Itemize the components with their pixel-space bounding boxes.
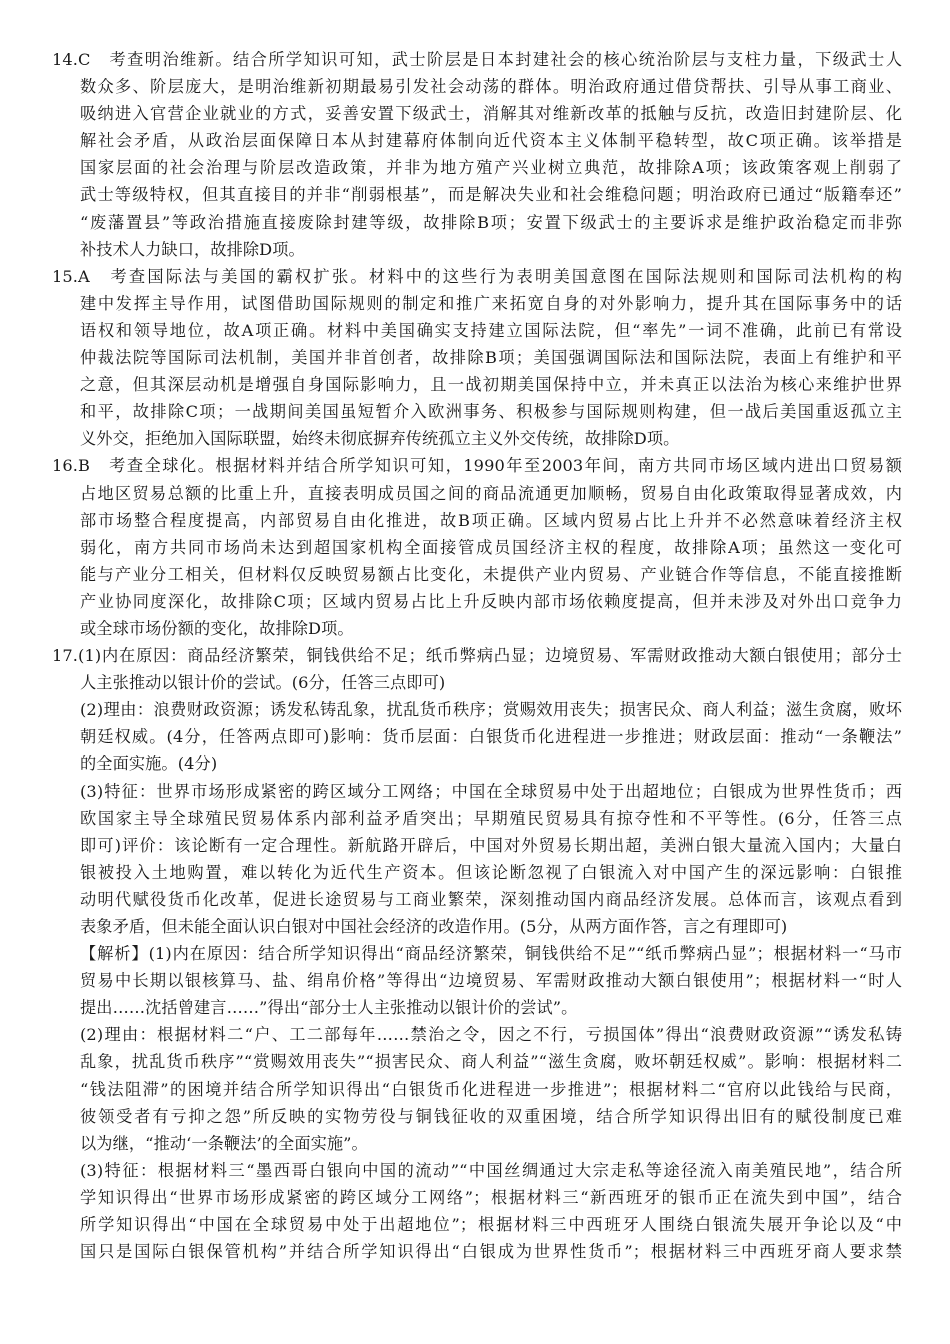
text-line: 17.(1)内在原因：商品经济繁荣，铜钱供给不足；纸币弊病凸显；边境贸易、军需财政推动大额白银使用；部分士	[52, 646, 902, 666]
text-line: 学知识得出“世界市场形成紧密的跨区域分工网络”；根据材料三“新西班牙的银币正在流失到中国”，结合	[80, 1187, 902, 1207]
text-line: 以为继，“推动‘一条鞭法’的全面实施”。	[80, 1133, 368, 1153]
text-line: 建中发挥主导作用，试图借助国际规则的制定和推广来拓宽自身的对外影响力，提升其在国际事务中的话	[80, 293, 902, 313]
text-line: 或全球市场份额的变化，故排除D项。	[80, 618, 354, 638]
text-line: 乱象，扰乱货币秩序”“赏赐效用丧失”“损害民众、商人利益”“滋生贪腐，败坏朝廷权威”。影响：根据材料二	[80, 1052, 902, 1072]
text-line: 银被投入土地购置，难以转化为近代生产资本。但该论断忽视了白银流入对中国产生的深远影响：白银推	[80, 862, 902, 882]
text-line: 即可)评价：该论断有一定合理性。新航路开辟后，中国对外贸易长期出超，美洲白银大量流入国内；大量白	[80, 835, 902, 855]
text-line: 产业协同度深化，故排除C项；区域内贸易占比上升反映内部市场依赖度提高，但并未涉及对外出口竞争力	[80, 591, 902, 611]
answer-15	[0, 263, 950, 453]
text-line: 所学知识得出“中国在全球贸易中处于出超地位”；根据材料三中西班牙人围绕白银流失展开争论以及“中	[80, 1215, 902, 1235]
text-line: (2)理由：浪费财政资源；诱发私铸乱象，扰乱货币秩序；赏赐效用丧失；损害民众、商人利益；滋生贪腐，败坏	[80, 700, 902, 720]
analysis-17	[0, 940, 950, 1265]
answer-page	[0, 46, 950, 1265]
text-line: 欧国家主导全球殖民贸易体系内部利益矛盾突出；早期殖民贸易具有掠夺性和不平等性。(6分，任答三点	[80, 808, 902, 828]
text-line: 提出……沈括曾建言……”得出“部分士人主张推动以银计价的尝试”。	[80, 998, 578, 1018]
text-line: 武士等级特权，但其直接目的并非“削弱根基”，而是解决失业和社会维稳问题；明治政府已通过“版籍奉还”	[80, 185, 902, 205]
text-line: 国家层面的社会治理与阶层改造政策，并非为地方殖产兴业树立典范，故排除A项；该政策客观上削弱了	[80, 158, 902, 178]
text-line: 补技术人力缺口，故排除D项。	[80, 239, 305, 259]
text-line: 动明代赋役货币化改革，促进长途贸易与工商业繁荣，深刻推动国内商品经济发展。总体而言，该观点看到	[80, 889, 902, 909]
text-line: 的全面实施。(4分)	[80, 754, 218, 774]
text-line: 吸纳进入官营企业就业的方式，妥善安置下级武士，消解其对维新改革的抵触与反抗，改造旧封建阶层、化	[80, 104, 902, 124]
text-line: 和平，故排除C项；一战期间美国虽短暂介入欧洲事务、积极参与国际规则构建，但一战后美国重返孤立主	[80, 402, 902, 422]
text-line: 14.C 考查明治维新。结合所学知识可知，武士阶层是日本封建社会的核心统治阶层与支柱力量，下级武士人	[52, 50, 902, 69]
text-line: “废藩置县”等政治措施直接废除封建等级，故排除B项；安置下级武士的主要诉求是维护政治稳定而非弥	[80, 212, 902, 232]
text-line: 仲裁法院等国际司法机制，美国并非首创者，故排除B项；美国强调国际法和国际法院，表面上有维护和平	[80, 348, 902, 368]
answer-17	[0, 642, 950, 940]
text-line: 之意，但其深层动机是增强自身国际影响力，且一战初期美国保持中立，并未真正以法治为核心来维护世界	[80, 375, 902, 395]
answer-16	[0, 452, 950, 642]
text-line: 义外交，拒绝加入国际联盟，始终未彻底摒弃传统孤立主义外交传统，故排除D项。	[80, 429, 680, 449]
text-line: 表象矛盾，但未能全面认识白银对中国社会经济的改造作用。(5分，从两方面作答，言之有理即可)	[80, 917, 788, 936]
text-line: 国只是国际白银保管机构”并结合所学知识得出“白银成为世界性货币”；根据材料三中西班牙商人要求禁	[80, 1242, 902, 1262]
text-line: (2)理由：根据材料二“户、工二部每年……禁治之令，因之不行，亏损国体”得出“浪费财政资源”“诱发私铸	[80, 1025, 902, 1045]
text-line: 语权和领导地位，故A项正确。材料中美国确实支持建立国际法院，但“率先”一词不准确，此前已有常设	[80, 320, 902, 340]
text-line: “钱法阻滞”的困境并结合所学知识得出“白银货币化进程进一步推进”；根据材料二“官府以此钱给与民商，	[80, 1079, 902, 1099]
text-line: (3)特征：根据材料三“墨西哥白银向中国的流动”“中国丝绸通过大宗走私等途径流入南美殖民地”，结合所	[80, 1160, 902, 1180]
text-line: 人主张推动以银计价的尝试。(6分，任答三点即可)	[80, 673, 446, 693]
text-line: 弱化，南方共同市场尚未达到超国家机构全面接管成员国经济主权的程度，故排除A项；虽然这一变化可	[80, 537, 902, 557]
text-line: 16.B 考查全球化。根据材料并结合所学知识可知，1990年至2003年间，南方共同市场区域内进出口贸易额	[52, 456, 902, 476]
text-line: (3)特征：世界市场形成紧密的跨区域分工网络；中国在全球贸易中处于出超地位；白银成为世界性货币；西	[80, 781, 902, 801]
text-line: 部市场整合程度提高，内部贸易自由化推进，故B项正确。区域内贸易占比上升并不必然意味着经济主权	[80, 510, 902, 530]
text-line: 15.A 考查国际法与美国的霸权扩张。材料中的这些行为表明美国意图在国际法规则和国际司法机构的构	[52, 266, 902, 286]
answer-14	[0, 46, 950, 263]
text-line: 能与产业分工相关，但材料仅反映贸易额占比变化，未提供产业内贸易、产业链合作等信息，不能直接推断	[80, 564, 902, 584]
text-line: 数众多、阶层庞大，是明治维新初期最易引发社会动荡的群体。明治政府通过借贷帮扶、引导从事工商业、	[80, 77, 902, 97]
text-line: 解社会矛盾，从政治层面保障日本从封建幕府体制向近代资本主义体制平稳转型，故C项正确。该举措是	[80, 131, 902, 151]
text-line: 占地区贸易总额的比重上升，直接表明成员国之间的商品流通更加顺畅，贸易自由化政策取得显著成效，内	[80, 483, 902, 503]
text-line: 贸易中长期以银核算马、盐、绢帛价格”等得出“边境贸易、军需财政推动大额白银使用”；根据材料一“时人	[80, 971, 902, 991]
text-line: 朝廷权威。(4分，任答两点即可)影响：货币层面：白银货币化进程进一步推进；财政层面：推动“一条鞭法”	[80, 727, 902, 747]
text-line: 【解析】(1)内在原因：结合所学知识得出“商品经济繁荣，铜钱供给不足”“纸币弊病凸显”；根据材料一“马市	[80, 944, 902, 964]
text-line: 彼领受者有亏抑之怨”所反映的实物劳役与铜钱征收的双重困境，结合所学知识得出旧有的赋役制度已难	[80, 1106, 902, 1126]
